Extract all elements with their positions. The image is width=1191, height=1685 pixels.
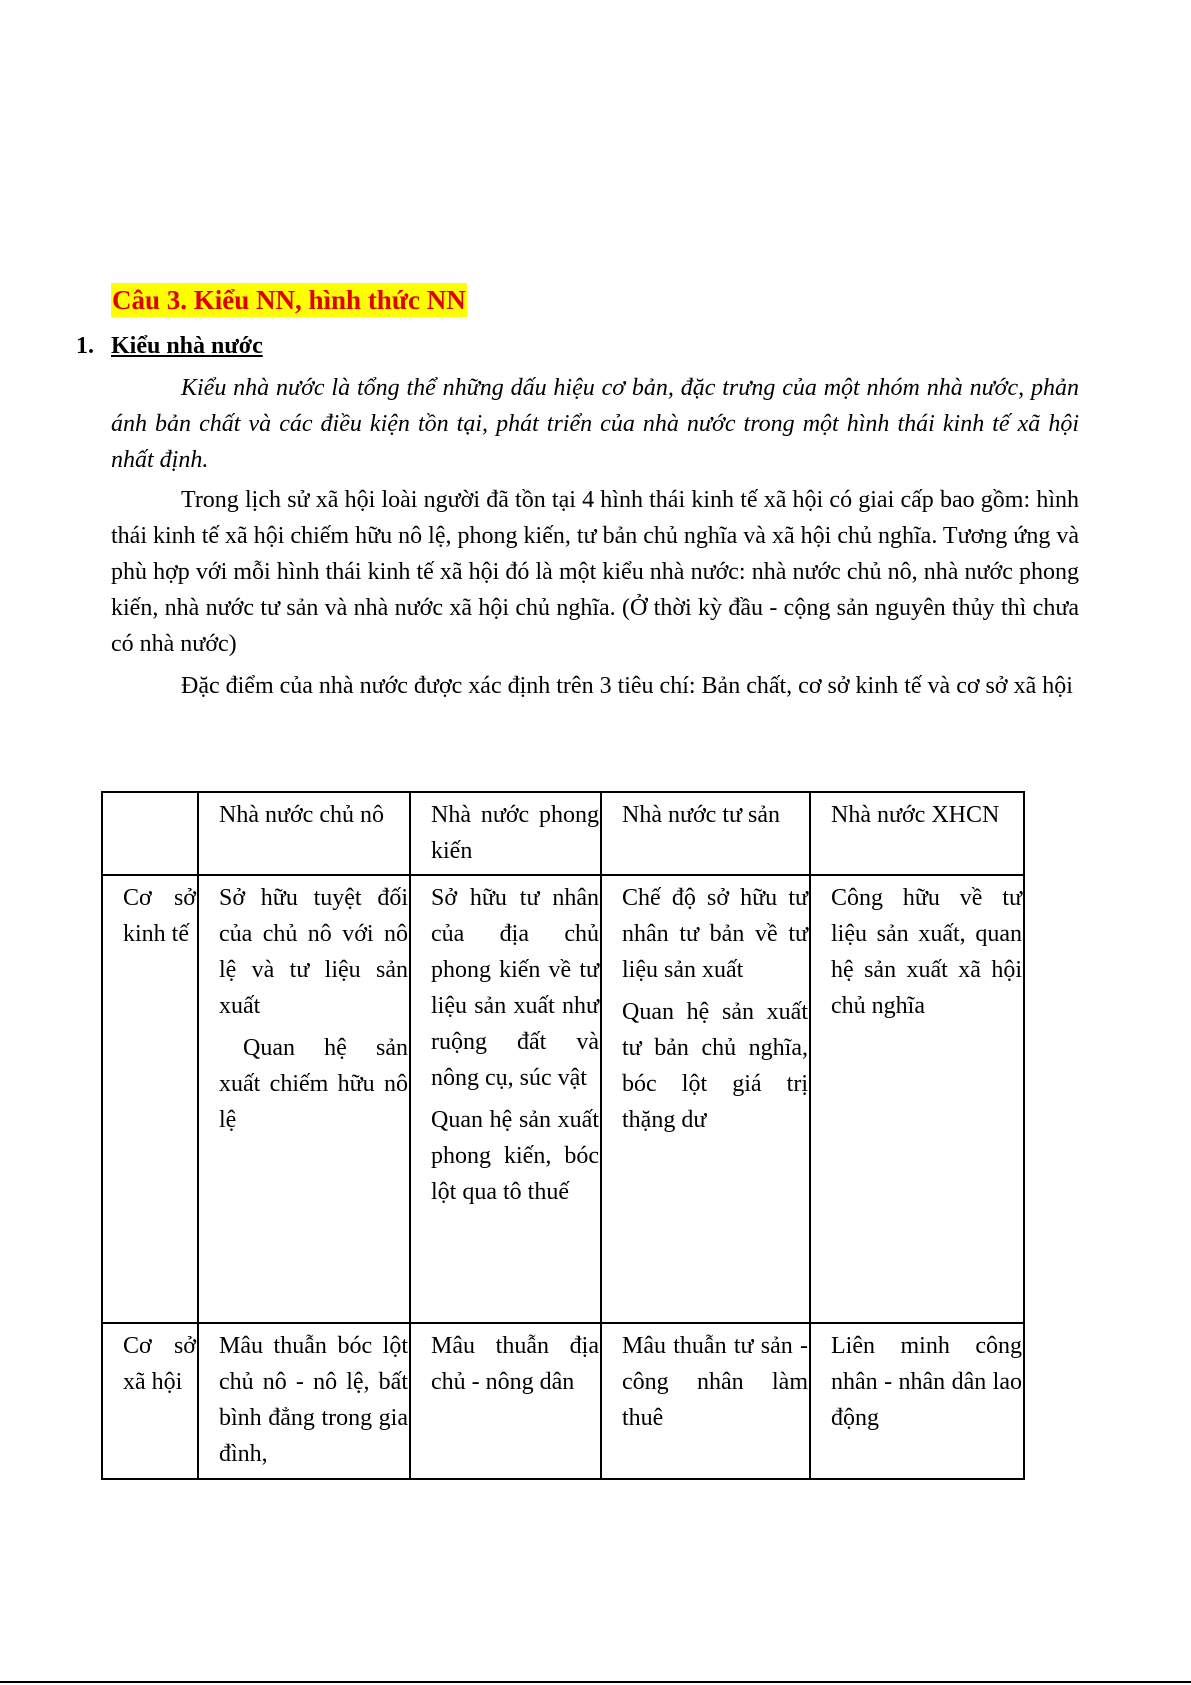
header-cell-phong-kien: Nhà nước phong kiến	[410, 792, 601, 875]
header-cell-tu-san: Nhà nước tư sản	[601, 792, 810, 875]
cell-economic-tu-san: Chế độ sở hữu tư nhân tư bản về tư liệu sản xuất Quan hệ sản xuất tư bản chủ nghĩa, bóc lột giá trị thặng dư	[601, 875, 810, 1323]
section-title: Kiểu nhà nước	[111, 333, 263, 359]
header-cell-chu-no: Nhà nước chủ nô	[198, 792, 410, 875]
cell-economic-xhcn: Công hữu về tư liệu sản xuất, quan hệ sản xuất xã hội chủ nghĩa	[810, 875, 1024, 1323]
page-bottom-rule	[0, 1681, 1191, 1683]
history-paragraph: Trong lịch sử xã hội loài người đã tồn tại 4 hình thái kinh tế xã hội có giai cấp bao gồm: hình thái kinh tế xã hội chiếm hữu nô lệ, phong kiến, tư bản chủ nghĩa và xã hội chủ nghĩa. Tương ứng và phù hợp với mỗi hình thái kinh tế xã hội đó là một kiểu nhà nước: nhà nước chủ nô, nhà nước phong kiến, nhà nước tư sản và nhà nước xã hội chủ nghĩa. (Ở thời kỳ đầu - cộng sản nguyên thủy thì chưa có nhà nước)	[111, 487, 1079, 657]
header-cell-empty	[102, 792, 198, 875]
features-paragraph: Đặc điểm của nhà nước được xác định trên 3 tiêu chí: Bản chất, cơ sở kinh tế và cơ sở xã hội	[181, 673, 1073, 699]
cell-economic-phong-kien: Sở hữu tư nhân của địa chủ phong kiến về tư liệu sản xuất như ruộng đất và nông cụ, súc vật Quan hệ sản xuất phong kiến, bóc lột qua tô thuế	[410, 875, 601, 1323]
definition-paragraph: Kiểu nhà nước là tổng thể những dấu hiệu cơ bản, đặc trưng của một nhóm nhà nước, phản ánh bản chất và các điều kiện tồn tại, phát triển của nhà nước trong một hình thái kinh tế xã hội nhất định.	[111, 375, 1079, 473]
header-cell-xhcn: Nhà nước XHCN	[810, 792, 1024, 875]
section-number: 1.	[76, 333, 94, 359]
cell-social-phong-kien: Mâu thuẫn địa chủ - nông dân	[410, 1323, 601, 1479]
heading-wrapper	[111, 283, 467, 317]
row-label-economic: Cơ sở kinh tế	[102, 875, 198, 1323]
table-row-economic	[102, 875, 1024, 1323]
cell-social-tu-san: Mâu thuẫn tư sản - công nhân làm thuê	[601, 1323, 810, 1479]
cell-social-xhcn: Liên minh công nhân - nhân dân lao động	[810, 1323, 1024, 1479]
question-title: Câu 3. Kiểu NN, hình thức NN	[112, 285, 466, 315]
cell-social-chu-no: Mâu thuẫn bóc lột chủ nô - nô lệ, bất bình đẳng trong gia đình,	[198, 1323, 410, 1479]
row-label-social: Cơ sở xã hội	[102, 1323, 198, 1479]
table-header-row	[102, 792, 1024, 875]
section-heading	[76, 331, 263, 361]
state-types-table	[101, 791, 1025, 1480]
table-row-social	[102, 1323, 1024, 1479]
cell-economic-chu-no: Sở hữu tuyệt đối của chủ nô với nô lệ và tư liệu sản xuất Quan hệ sản xuất chiếm hữu nô lệ	[198, 875, 410, 1323]
